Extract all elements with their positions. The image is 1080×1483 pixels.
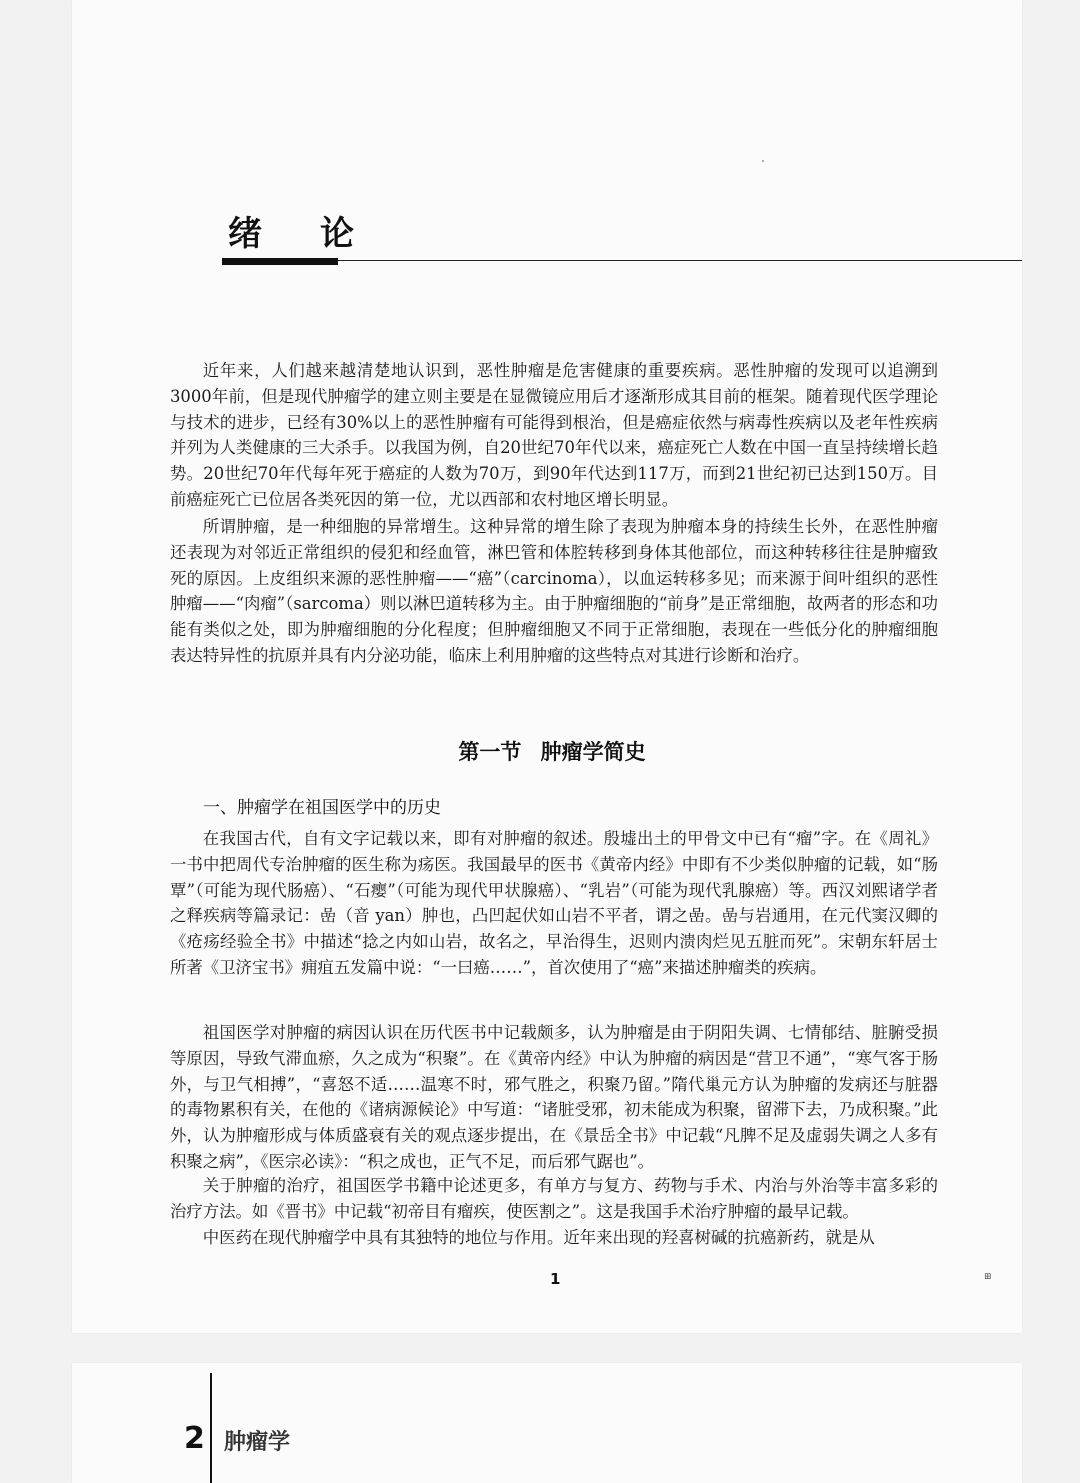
section-title: 第一节 肿瘤学简史 (458, 740, 646, 764)
intro-paragraph-2: 所谓肿瘤，是一种细胞的异常增生。这种异常的增生除了表现为肿瘤本身的持续生长外，在恶性肿瘤还表现为对邻近正常组织的侵犯和经血管，淋巴管和体腔转移到身体其他部位，而这种转移往往是肿瘤致死的原因。上皮组织来源的恶性肿瘤——“癌”（carcinoma），以血运转移多见；而来源于间叶组织的恶性肿瘤——“肉瘤”（sarcoma）则以淋巴道转移为主。由于肿瘤细胞的“前身”是正常细胞，故两者的形态和功能有类似之处，即为肿瘤细胞的分化程度；但肿瘤细胞又不同于正常细胞，表现在一些低分化的肿瘤细胞表达特异性的抗原并具有内分泌功能，临床上利用肿瘤的这些特点对其进行诊断和治疗。 (170, 517, 938, 665)
chapter-title-underline (222, 258, 338, 265)
corner-mark-icon: ⊞ (984, 1272, 992, 1282)
page-2-running-header: 肿瘤学 (224, 1430, 291, 1455)
history-paragraph-1: 在我国古代，自有文字记载以来，即有对肿瘤的叙述。殷墟出土的甲骨文中已有“瘤”字。在《周礼》一书中把周代专治肿瘤的医生称为疡医。我国最早的医书《黄帝内经》中即有不少类似肿瘤的记载，如“肠覃”（可能为现代肠癌）、“石瘿”（可能为现代甲状腺癌）、“乳岩”（可能为现代乳腺癌）等。西汉刘熙诸学者之释疾病等篇录记：嵒（音 yan）肿也，凸凹起伏如山岩不平者，谓之嵒。嵒与岩通用，在元代窦汉卿的《疮疡经验全书》中描述“捻之内如山岩，故名之，早治得生，迟则内溃肉烂见五脏而死”。宋朝东轩居士所著《卫济宝书》痈疽五发篇中说：“一曰癌……”，首次使用了“癌”来描述肿瘤类的疾病。 (170, 829, 938, 977)
chapter-title-rule (222, 260, 1022, 261)
history-paragraph-3: 关于肿瘤的治疗，祖国医学书籍中论述更多，有单方与复方、药物与手术、内治与外治等丰富多彩的治疗方法。如《晋书》中记载“初帝目有瘤疾，使医割之”。这是我国手术治疗肿瘤的最早记载。 (170, 1176, 938, 1221)
page-1 (72, 0, 1022, 1333)
subsection-title: 一、肿瘤学在祖国医学中的历史 (203, 798, 441, 818)
page-number: 1 (550, 1270, 561, 1288)
chapter-title-char-2: 论 (320, 214, 354, 254)
page-2-number: 2 (184, 1421, 205, 1456)
intro-paragraph-1: 近年来，人们越来越清楚地认识到，恶性肿瘤是危害健康的重要疾病。恶性肿瘤的发现可以追溯到3000年前，但是现代肿瘤学的建立则主要是在显微镜应用后才逐渐形成其目前的框架。随着现代医学理论与技术的进步，已经有30%以上的恶性肿瘤有可能得到根治，但是癌症依然与病毒性疾病以及老年性疾病并列为人类健康的三大杀手。以我国为例，自20世纪70年代以来，癌症死亡人数在中国一直呈持续增长趋势。20世纪70年代每年死于癌症的人数为70万，到90年代达到117万，而到21世纪初已达到150万。目前癌症死亡已位居各类死因的第一位，尤以西部和农村地区增长明显。 (170, 361, 938, 509)
scan-speck (762, 160, 764, 162)
history-paragraph-2: 祖国医学对肿瘤的病因认识在历代医书中记载颇多，认为肿瘤是由于阴阳失调、七情郁结、脏腑受损等原因，导致气滞血瘀，久之成为“积聚”。在《黄帝内经》中认为肿瘤的病因是“营卫不通”，“寒气客于肠外，与卫气相搏”，“喜怒不适……温寒不时，邪气胜之，积聚乃留。”隋代巢元方认为肿瘤的发病还与脏器的毒物累积有关，在他的《诸病源候论》中写道：“诸脏受邪，初未能成为积聚，留滞下去，乃成积聚。”此外，认为肿瘤形成与体质盛衰有关的观点逐步提出，在《景岳全书》中记载“凡脾不足及虚弱失调之人多有积聚之病”，《医宗必读》：“积之成也，正气不足，而后邪气踞也”。 (170, 1023, 938, 1171)
page-2 (72, 1363, 1022, 1483)
chapter-title-char-1: 绪 (228, 214, 262, 254)
page-2-header-rule (210, 1373, 212, 1483)
history-paragraph-4: 中医药在现代肿瘤学中具有其独特的地位与作用。近年来出现的羟喜树碱的抗癌新药，就是从 (202, 1228, 875, 1247)
